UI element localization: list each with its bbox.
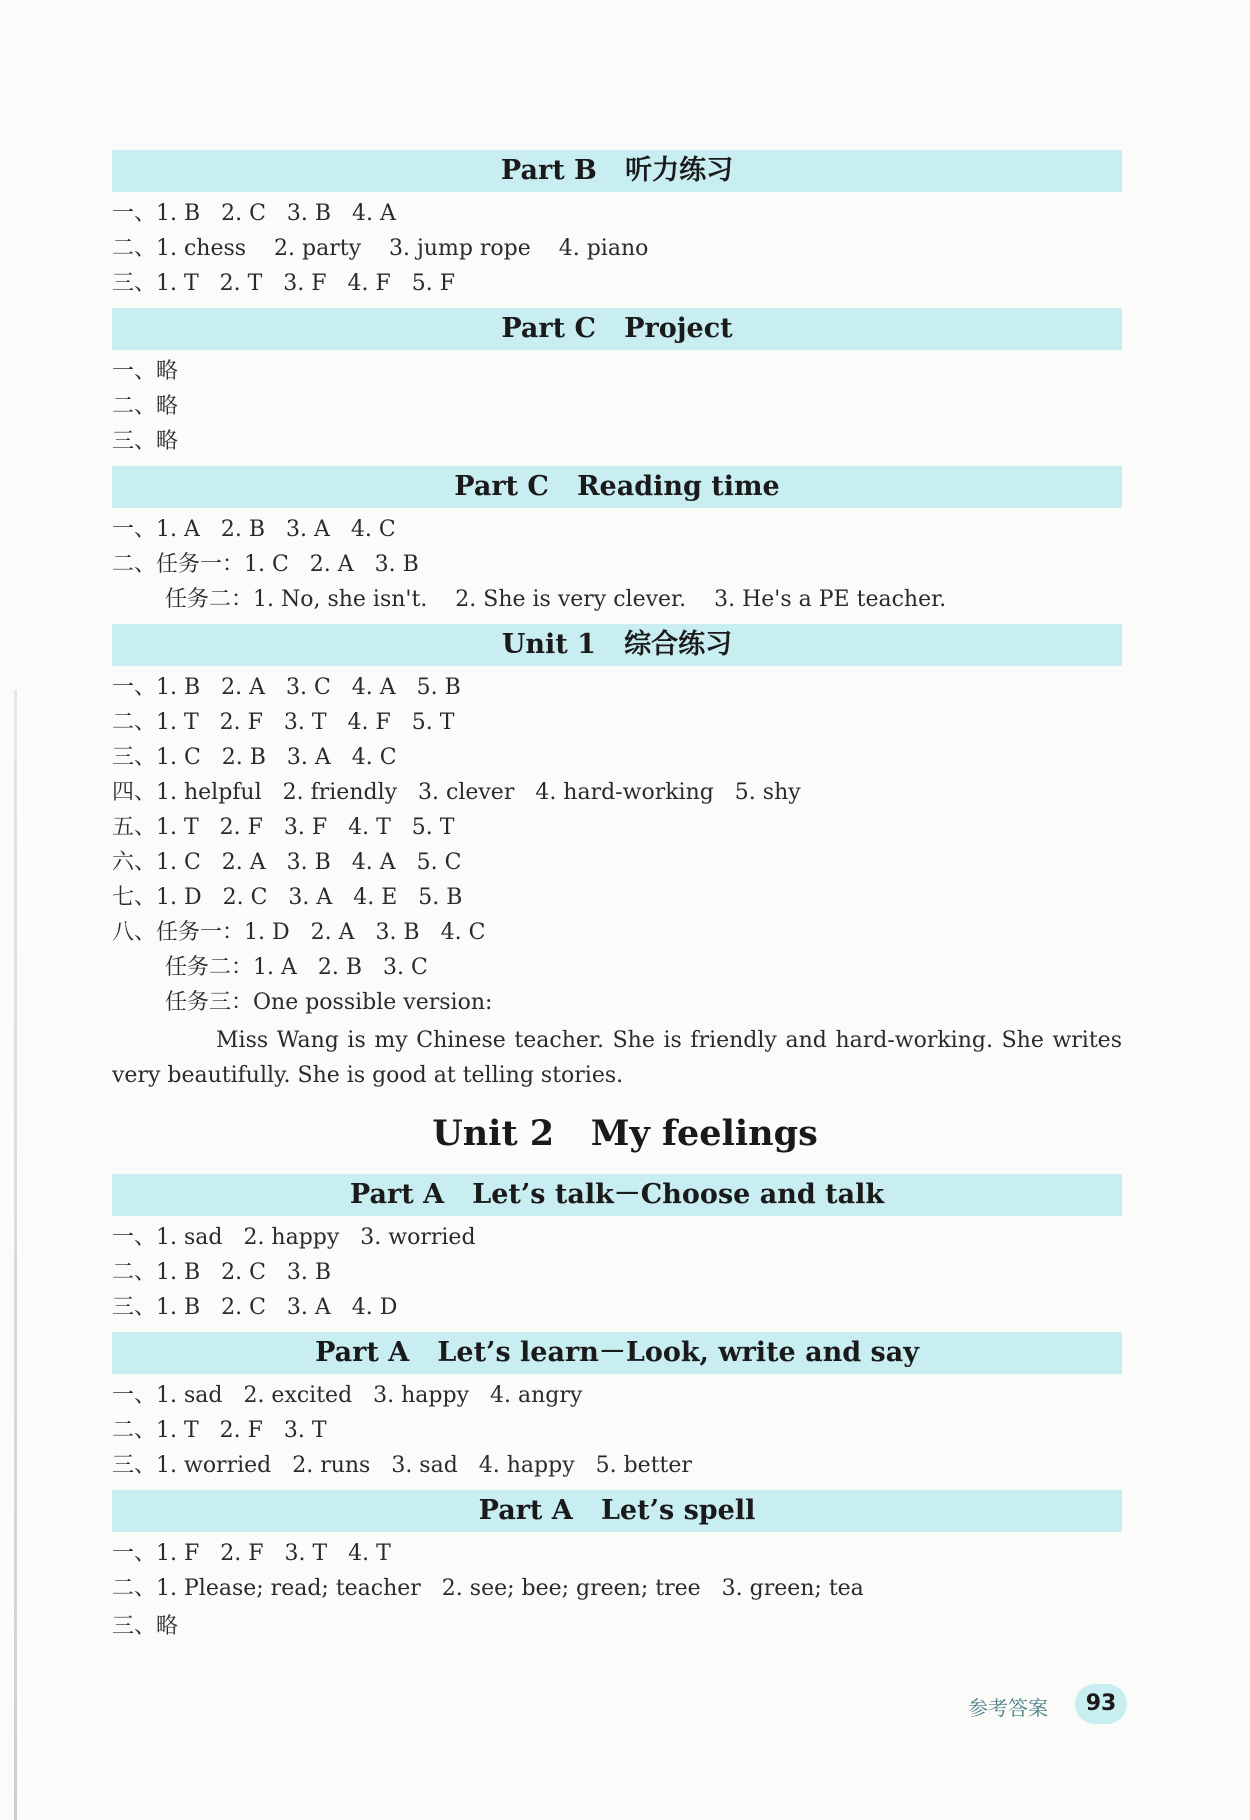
sample-paragraph: Miss Wang is my Chinese teacher. She is friendly and hard-working. She writes very beautifully. She is good at telling stories. — [112, 1028, 1122, 1088]
answer-line: 三、略 — [112, 429, 179, 454]
answer-line: 二、1. B 2. C 3. B — [112, 1260, 332, 1285]
answer-line: 一、1. sad 2. excited 3. happy 4. angry — [112, 1383, 583, 1408]
answer-line: 一、略 — [112, 359, 179, 384]
section-header-lets-learn: Part A Let’s learn－Look, write and say — [112, 1332, 1122, 1374]
answer-line: 任务三：One possible version: — [165, 990, 493, 1015]
answer-line: 八、任务一：1. D 2. A 3. B 4. C — [112, 920, 486, 945]
answer-line: 二、1. T 2. F 3. T 4. F 5. T — [112, 710, 455, 735]
answer-line: 二、略 — [112, 394, 179, 419]
answer-line: 六、1. C 2. A 3. B 4. A 5. C — [112, 850, 462, 875]
page-edge-shadow — [14, 690, 17, 1820]
answer-line: 任务二：1. No, she isn't. 2. She is very clever. 3. He's a PE teacher. — [165, 587, 947, 612]
answer-line: 三、1. B 2. C 3. A 4. D — [112, 1295, 398, 1320]
answer-line: 一、1. B 2. C 3. B 4. A — [112, 201, 396, 226]
answer-line: 三、1. worried 2. runs 3. sad 4. happy 5. better — [112, 1453, 692, 1478]
answer-line: 二、1. T 2. F 3. T — [112, 1418, 327, 1443]
answer-line: 任务二：1. A 2. B 3. C — [165, 955, 428, 980]
answer-line: 二、1. chess 2. party 3. jump rope 4. piano — [112, 236, 649, 261]
answer-line: 三、1. C 2. B 3. A 4. C — [112, 745, 397, 770]
answer-line: 五、1. T 2. F 3. F 4. T 5. T — [112, 815, 455, 840]
answer-line: 四、1. helpful 2. friendly 3. clever 4. hard-working 5. shy — [112, 780, 801, 805]
answer-line: 一、1. F 2. F 3. T 4. T — [112, 1541, 391, 1566]
footer-label: 参考答案 — [968, 1696, 1048, 1720]
section-header-part-c-project: Part C Project — [112, 308, 1122, 350]
unit-title: Unit 2 My feelings — [432, 1113, 818, 1154]
section-header-lets-talk: Part A Let’s talk－Choose and talk — [112, 1174, 1122, 1216]
page-number-badge: 93 — [1075, 1684, 1127, 1724]
answer-line: 一、1. sad 2. happy 3. worried — [112, 1225, 476, 1250]
answer-line: 七、1. D 2. C 3. A 4. E 5. B — [112, 885, 463, 910]
answer-line: 三、1. T 2. T 3. F 4. F 5. F — [112, 271, 455, 296]
answer-line: 二、1. Please; read; teacher 2. see; bee; green; tree 3. green; tea — [112, 1576, 864, 1601]
section-header-unit1-review: Unit 1 综合练习 — [112, 624, 1122, 666]
answer-line: 一、1. B 2. A 3. C 4. A 5. B — [112, 675, 461, 700]
section-header-lets-spell: Part A Let’s spell — [112, 1490, 1122, 1532]
answer-line: 三、略 — [112, 1614, 179, 1639]
section-header-part-b-listening: Part B 听力练习 — [112, 150, 1122, 192]
answer-line: 一、1. A 2. B 3. A 4. C — [112, 517, 396, 542]
answer-line: 二、任务一：1. C 2. A 3. B — [112, 552, 419, 577]
section-header-part-c-reading: Part C Reading time — [112, 466, 1122, 508]
